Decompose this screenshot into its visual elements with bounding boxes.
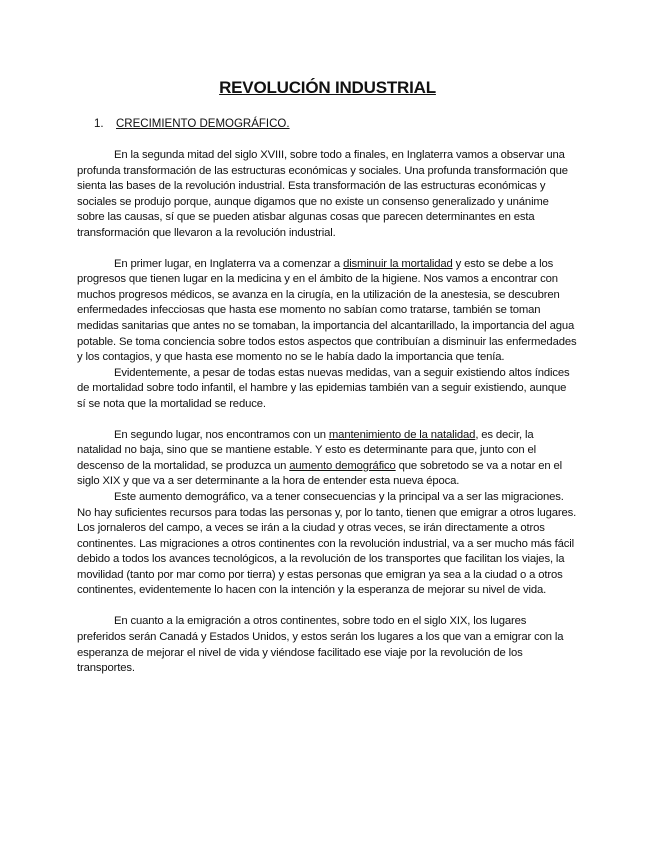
underlined-term: aumento demográfico <box>289 459 396 472</box>
paragraph-text: En primer lugar, en Inglaterra va a comenzar a <box>114 257 344 270</box>
paragraph-text: En la segunda mitad del siglo XVIII, sobre todo a finales, en Inglaterra vamos a observar una profunda transformación de las estructuras económicas y sociales. Una profunda transformación que sienta las bases de la revolución industrial. Esta transformación de las estructuras económicas y sociales se produjo porque, aunque digamos que no existe un consenso generalizado y unánime sobre las causas, sí que se pueden atisbar algunas cosas que parecen determinantes en esta transformación que llevaron a la revolución industrial. <box>77 149 568 239</box>
paragraph-text: Este aumento demográfico, va a tener consecuencias y la principal va a ser las migraciones. No hay suficientes recursos para todas las personas y, por lo tanto, tienen que emigrar a otros lugares. Los jornaleros del campo, a veces se irán a la ciudad y otras veces, se irán directamente a otros continentes. Las migraciones a otros continentes con la revolución industrial, va a ser mucho más fácil debido a todos los avances tecnológicos, a la revolución de los transportes que facilitan los viajes, la movilidad (tanto por mar como por tierra) y estas personas que emigran ya sea a la ciudad o a otros continentes, evidentemente lo hacen con la intención y la esperanza de mejorar su nivel de vida. <box>77 491 577 597</box>
section-heading <box>94 118 290 130</box>
paragraph-text: Evidentemente, a pesar de todas estas nuevas medidas, van a seguir existiendo altos índices de mortalidad sobre todo infantil, el hambre y las epidemias también van a seguir existiendo, aunque sí se nota que la mortalidad se reduce. <box>77 366 570 410</box>
paragraph <box>77 257 577 366</box>
document-body <box>77 148 577 677</box>
underlined-term: mantenimiento de la natalidad <box>328 428 476 441</box>
paragraph-text: y esto se debe a los progresos que tienen lugar en la medicina y en el ámbito de la higiene. Nos vamos a encontrar con muchos progresos médicos, se avanza en la cirugía, en la utilización de la anestesia, se descubren enfermedades infecciosas que hasta ese momento no sabían como tratarse, también se toman medidas sanitarias que antes no se tomaban, la importancia del alcantarillado, la importancia del agua potable. Se toma conciencia sobre todos estos aspectos que contribuían a disminuir las enfermedades y los contagios, y que hasta ese momento no se le había dado la importancia que tenía. <box>77 257 577 364</box>
paragraph-text: En segundo lugar, nos encontramos con un <box>114 428 329 441</box>
paragraph <box>77 366 577 413</box>
underlined-term: disminuir la mortalidad <box>343 257 453 270</box>
paragraph-text: que sobretodo se va a notar en el siglo XIX y que va a ser determinante a la hora de entender esta nueva época. <box>77 459 563 488</box>
section-number: 1. <box>94 118 104 130</box>
paragraph <box>77 428 577 490</box>
paragraph-text: En cuanto a la emigración a otros continentes, sobre todo en el siglo XIX, los lugares preferidos serán Canadá y Estados Unidos, y estos serán los lugares a los que van a emigrar con la esperanza de mejorar el nivel de vida y viéndose facilitado ese viaje por la revolución de los transportes. <box>77 615 564 675</box>
paragraph <box>77 490 577 599</box>
paragraph <box>77 148 577 241</box>
paragraph <box>77 614 577 676</box>
page-title: REVOLUCIÓN INDUSTRIAL <box>219 78 436 97</box>
paragraph-text: , es decir, la natalidad no baja, sino que se mantiene estable. Y esto es determinante para que, junto con el descenso de la mortalidad, se produzca un <box>77 428 537 472</box>
section-title: CRECIMIENTO DEMOGRÁFICO. <box>116 118 290 130</box>
